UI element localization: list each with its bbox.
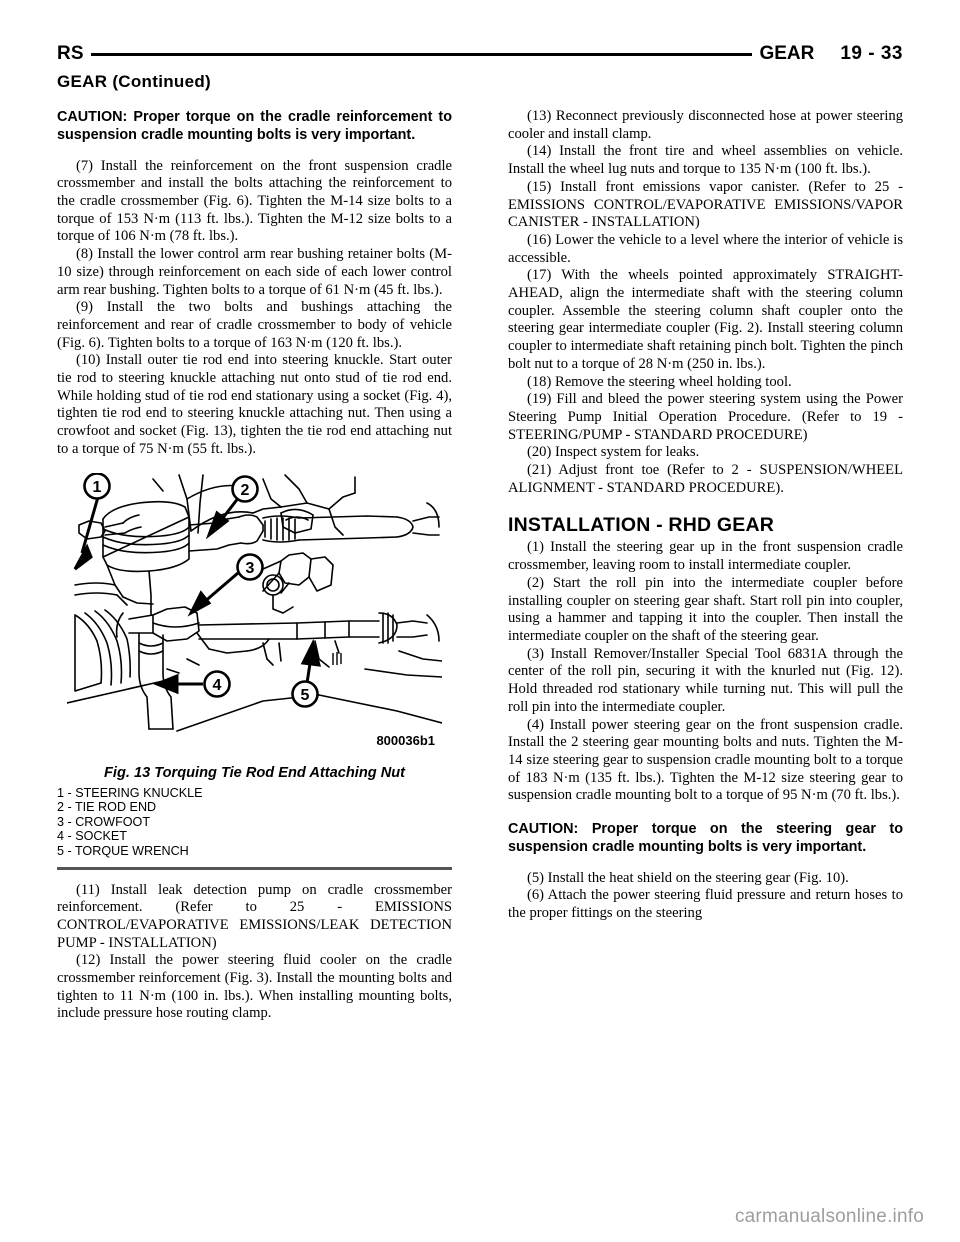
step-20: (20) Inspect system for leaks. — [527, 444, 700, 461]
rhd-step-4: (4) Install power steering gear on the front suspension cradle. Install the 2 steering gear mounting bolts and nuts. Tighten the M-14 size steering gear to suspension cradle mounting bolt to a torque of 183 N·m (135 ft. lbs.). Tighten the M-12 size steering gear to suspension cradle mounting bolt to a torque of 95 N·m (70 ft. lbs.). — [508, 716, 903, 804]
step-15: (15) Install front emissions vapor canister. (Refer to 25 - EMISSIONS CONTROL/EVAPORATIVE EMISSIONS/VAPOR CANISTER - INSTALLATION) — [508, 178, 903, 231]
figure-13-caption: Fig. 13 Torquing Tie Rod End Attaching Nut — [103, 764, 406, 781]
legend-item-2: 2 - TIE ROD END — [57, 800, 157, 815]
svg-text:1: 1 — [92, 478, 102, 496]
step-13: (13) Reconnect previously disconnected hose at power steering cooler and install clamp. — [508, 108, 903, 142]
step-18: (18) Remove the steering wheel holding tool. — [527, 373, 792, 390]
figure-13-legend — [57, 786, 452, 859]
step-8: (8) Install the lower control arm rear bushing retainer bolts (M-10 size) through reinforcement on each side of each lower control arm rear bushing. Tighten bolts to a torque of 61 N·m (45 ft. lbs.). — [57, 246, 452, 298]
left-column — [57, 108, 452, 1023]
right-column — [508, 108, 903, 923]
rhd-step-1: (1) Install the steering gear up in the front suspension cradle crossmember, leaving room to install intermediate coupler. — [508, 539, 903, 574]
step-9: (9) Install the two bolts and bushings attaching the reinforcement and rear of cradle crossmember to body of vehicle (Fig. 6). Tighten bolts to a torque of 163 N·m (120 ft. lbs.). — [57, 299, 452, 351]
step-14: (14) Install the front tire and wheel assemblies on vehicle. Install the wheel lug nuts and torque to 135 N·m (100 ft. lbs.). — [508, 143, 903, 178]
rhd-step-5: (5) Install the heat shield on the steering gear (Fig. 10). — [527, 869, 849, 886]
step-17: (17) With the wheels pointed approximately STRAIGHT-AHEAD, align the intermediate shaft with the steering column coupler. Assemble the steering column shaft coupler onto the steering gear intermediate coupler (Fig. 2). Install steering column coupler to intermediate shaft retaining pinch bolt. Tighten the pinch bolt nut to a torque of 28 N·m (250 in. lbs.). — [508, 267, 903, 372]
header-left-code: RS — [57, 42, 84, 64]
step-21: (21) Adjust front toe (Refer to 2 - SUSPENSION/WHEEL ALIGNMENT - STANDARD PROCEDURE). — [508, 462, 903, 496]
step-7: (7) Install the reinforcement on the front suspension cradle crossmember and install the bolts attaching the reinforcement to the cradle crossmember (Fig. 6). Tighten the M-14 size bolts to a torque of 153 N·m (113 ft. lbs.). Tighten the M-12 size bolts to a torque of 106 N·m (78 ft. lbs.). — [57, 157, 452, 245]
site-watermark: carmanualsonline.info — [734, 1206, 924, 1227]
rhd-step-6: (6) Attach the power steering fluid pressure and return hoses to the proper fittings on the steering — [508, 887, 903, 922]
continued-label: GEAR (Continued) — [57, 72, 211, 91]
figure-13-artwork — [67, 473, 442, 756]
legend-divider — [57, 867, 452, 870]
step-16: (16) Lower the vehicle to a level where the interior of vehicle is accessible. — [508, 231, 903, 266]
step-11: (11) Install leak detection pump on cradle crossmember reinforcement. (Refer to 25 - EMISSIONS CONTROL/EVAPORATIVE EMISSIONS/LEAK DETECTION PUMP - INSTALLATION) — [57, 881, 452, 951]
step-12: (12) Install the power steering fluid cooler on the cradle crossmember reinforcement (Fig. 3). Install the mounting bolts and tighten to 11 N·m (100 in. lbs.). When installing mounting bolts, include pressure hose routing clamp. — [57, 952, 452, 1022]
svg-text:4: 4 — [212, 676, 222, 694]
rhd-step-3: (3) Install Remover/Installer Special Tool 6831A through the center of the roll pin, securing it with the knurled nut (Fig. 12). Hold threaded rod stationary while turning nut. This will pull the roll pin into the intermediate coupler. — [508, 645, 903, 715]
legend-item-1: 1 - STEERING KNUCKLE — [57, 785, 203, 800]
caution-steering-gear: CAUTION: Proper torque on the steering gear to suspension cradle mounting bolts is very important. — [508, 821, 903, 856]
rhd-step-2: (2) Start the roll pin into the intermediate coupler before installing coupler on steering gear shaft. Start roll pin into coupler, using a hammer and tapping it into the coupler. Then install the intermediate coupler on the shaft of the steering gear. — [508, 574, 903, 644]
header-rule — [91, 53, 753, 56]
legend-item-5: 5 - TORQUE WRENCH — [57, 843, 189, 858]
figure-13 — [57, 473, 452, 870]
header-section-name: GEAR — [759, 42, 815, 64]
header-right — [759, 44, 903, 63]
page-number: 19 - 33 — [840, 42, 903, 64]
section-heading-installation-rhd-gear: INSTALLATION - RHD GEAR — [508, 514, 775, 537]
caution-cradle-reinforcement: CAUTION: Proper torque on the cradle reinforcement to suspension cradle mounting bolts is very important. — [57, 109, 452, 144]
step-19: (19) Fill and bleed the power steering system using the Power Steering Pump Initial Operation Procedure. (Refer to 19 - STEERING/PUMP - STANDARD PROCEDURE) — [508, 391, 903, 443]
svg-text:5: 5 — [300, 686, 310, 704]
svg-text:2: 2 — [240, 481, 250, 499]
legend-item-3: 3 - CROWFOOT — [57, 814, 151, 829]
svg-text:3: 3 — [245, 559, 255, 577]
page-header — [57, 40, 903, 66]
body-columns — [57, 108, 903, 1188]
svg-text:800036b1: 800036b1 — [376, 732, 435, 748]
step-10: (10) Install outer tie rod end into steering knuckle. Start outer tie rod to steering knuckle attaching nut onto stud of tie rod end. While holding stud of tie rod end stationary using a socket (Fig. 4), tighten tie rod end to steering knuckle attaching nut. Then using a crowfoot and socket (Fig. 13), tighten the tie rod end attaching nut to a torque of 75 N·m (55 ft. lbs.). — [57, 352, 452, 457]
legend-item-4: 4 - SOCKET — [57, 829, 127, 844]
